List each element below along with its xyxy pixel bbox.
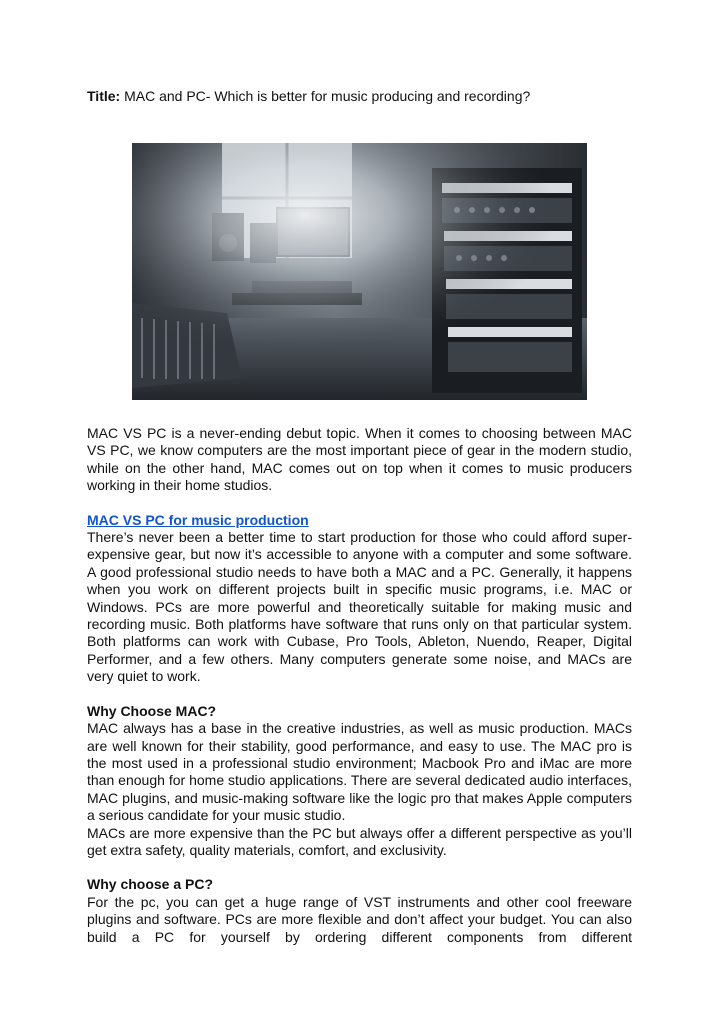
section1-paragraph: There’s never been a better time to start production for those who could afford super-expensive gear, but now it’s accessible to anyone with a computer and some software. A good professional studio needs to have both a MAC and a PC. Generally, it happens when you work on different projects built in specific music programs, i.e. MAC or Windows. PCs are more powerful and theoretically suitable for making music and recording music. Both platforms have software that runs only on that particular system. Both platforms can work with Cubase, Pro Tools, Ableton, Nuendo, Reaper, Digital Performer, and a few others. Many computers generate some noise, and MACs are very quiet to work. [87, 529, 632, 685]
studio-photo-illustration [132, 143, 587, 400]
title-text: MAC and PC- Which is better for music producing and recording? [120, 88, 531, 104]
document-title [87, 87, 530, 105]
section3-heading: Why choose a PC? [87, 876, 214, 893]
intro-paragraph: MAC VS PC is a never-ending debut topic. When it comes to choosing between MAC VS PC, we know computers are the most important piece of gear in the modern studio, while on the other hand, MAC comes out on top when it comes to music producers working in their home studios. [87, 425, 632, 494]
section2-paragraph-1: MAC always has a base in the creative industries, as well as music production. MACs are well known for their stability, good performance, and easy to use. The MAC pro is the most used in a professional studio environment; Macbook Pro and iMac are more than enough for home studio applications. There are several dedicated audio interfaces, MAC plugins, and music-making software like the logic pro that makes Apple computers a serious candidate for your music studio. [87, 720, 632, 824]
article-body [87, 425, 632, 946]
section-heading-link[interactable]: MAC VS PC for music production [87, 511, 309, 528]
section3-paragraph: For the pc, you can get a huge range of VST instruments and other cool freeware plugins and software. PCs are more flexible and don’t affect your budget. You can also build a PC for yourself by ordering different components from different [87, 893, 632, 945]
section2-paragraph-2: MACs are more expensive than the PC but always offer a different perspective as you’ll get extra safety, quality materials, comfort, and exclusivity. [87, 824, 632, 858]
studio-photo [132, 143, 587, 400]
title-label: Title: [87, 88, 121, 104]
section2-heading: Why Choose MAC? [87, 702, 217, 719]
